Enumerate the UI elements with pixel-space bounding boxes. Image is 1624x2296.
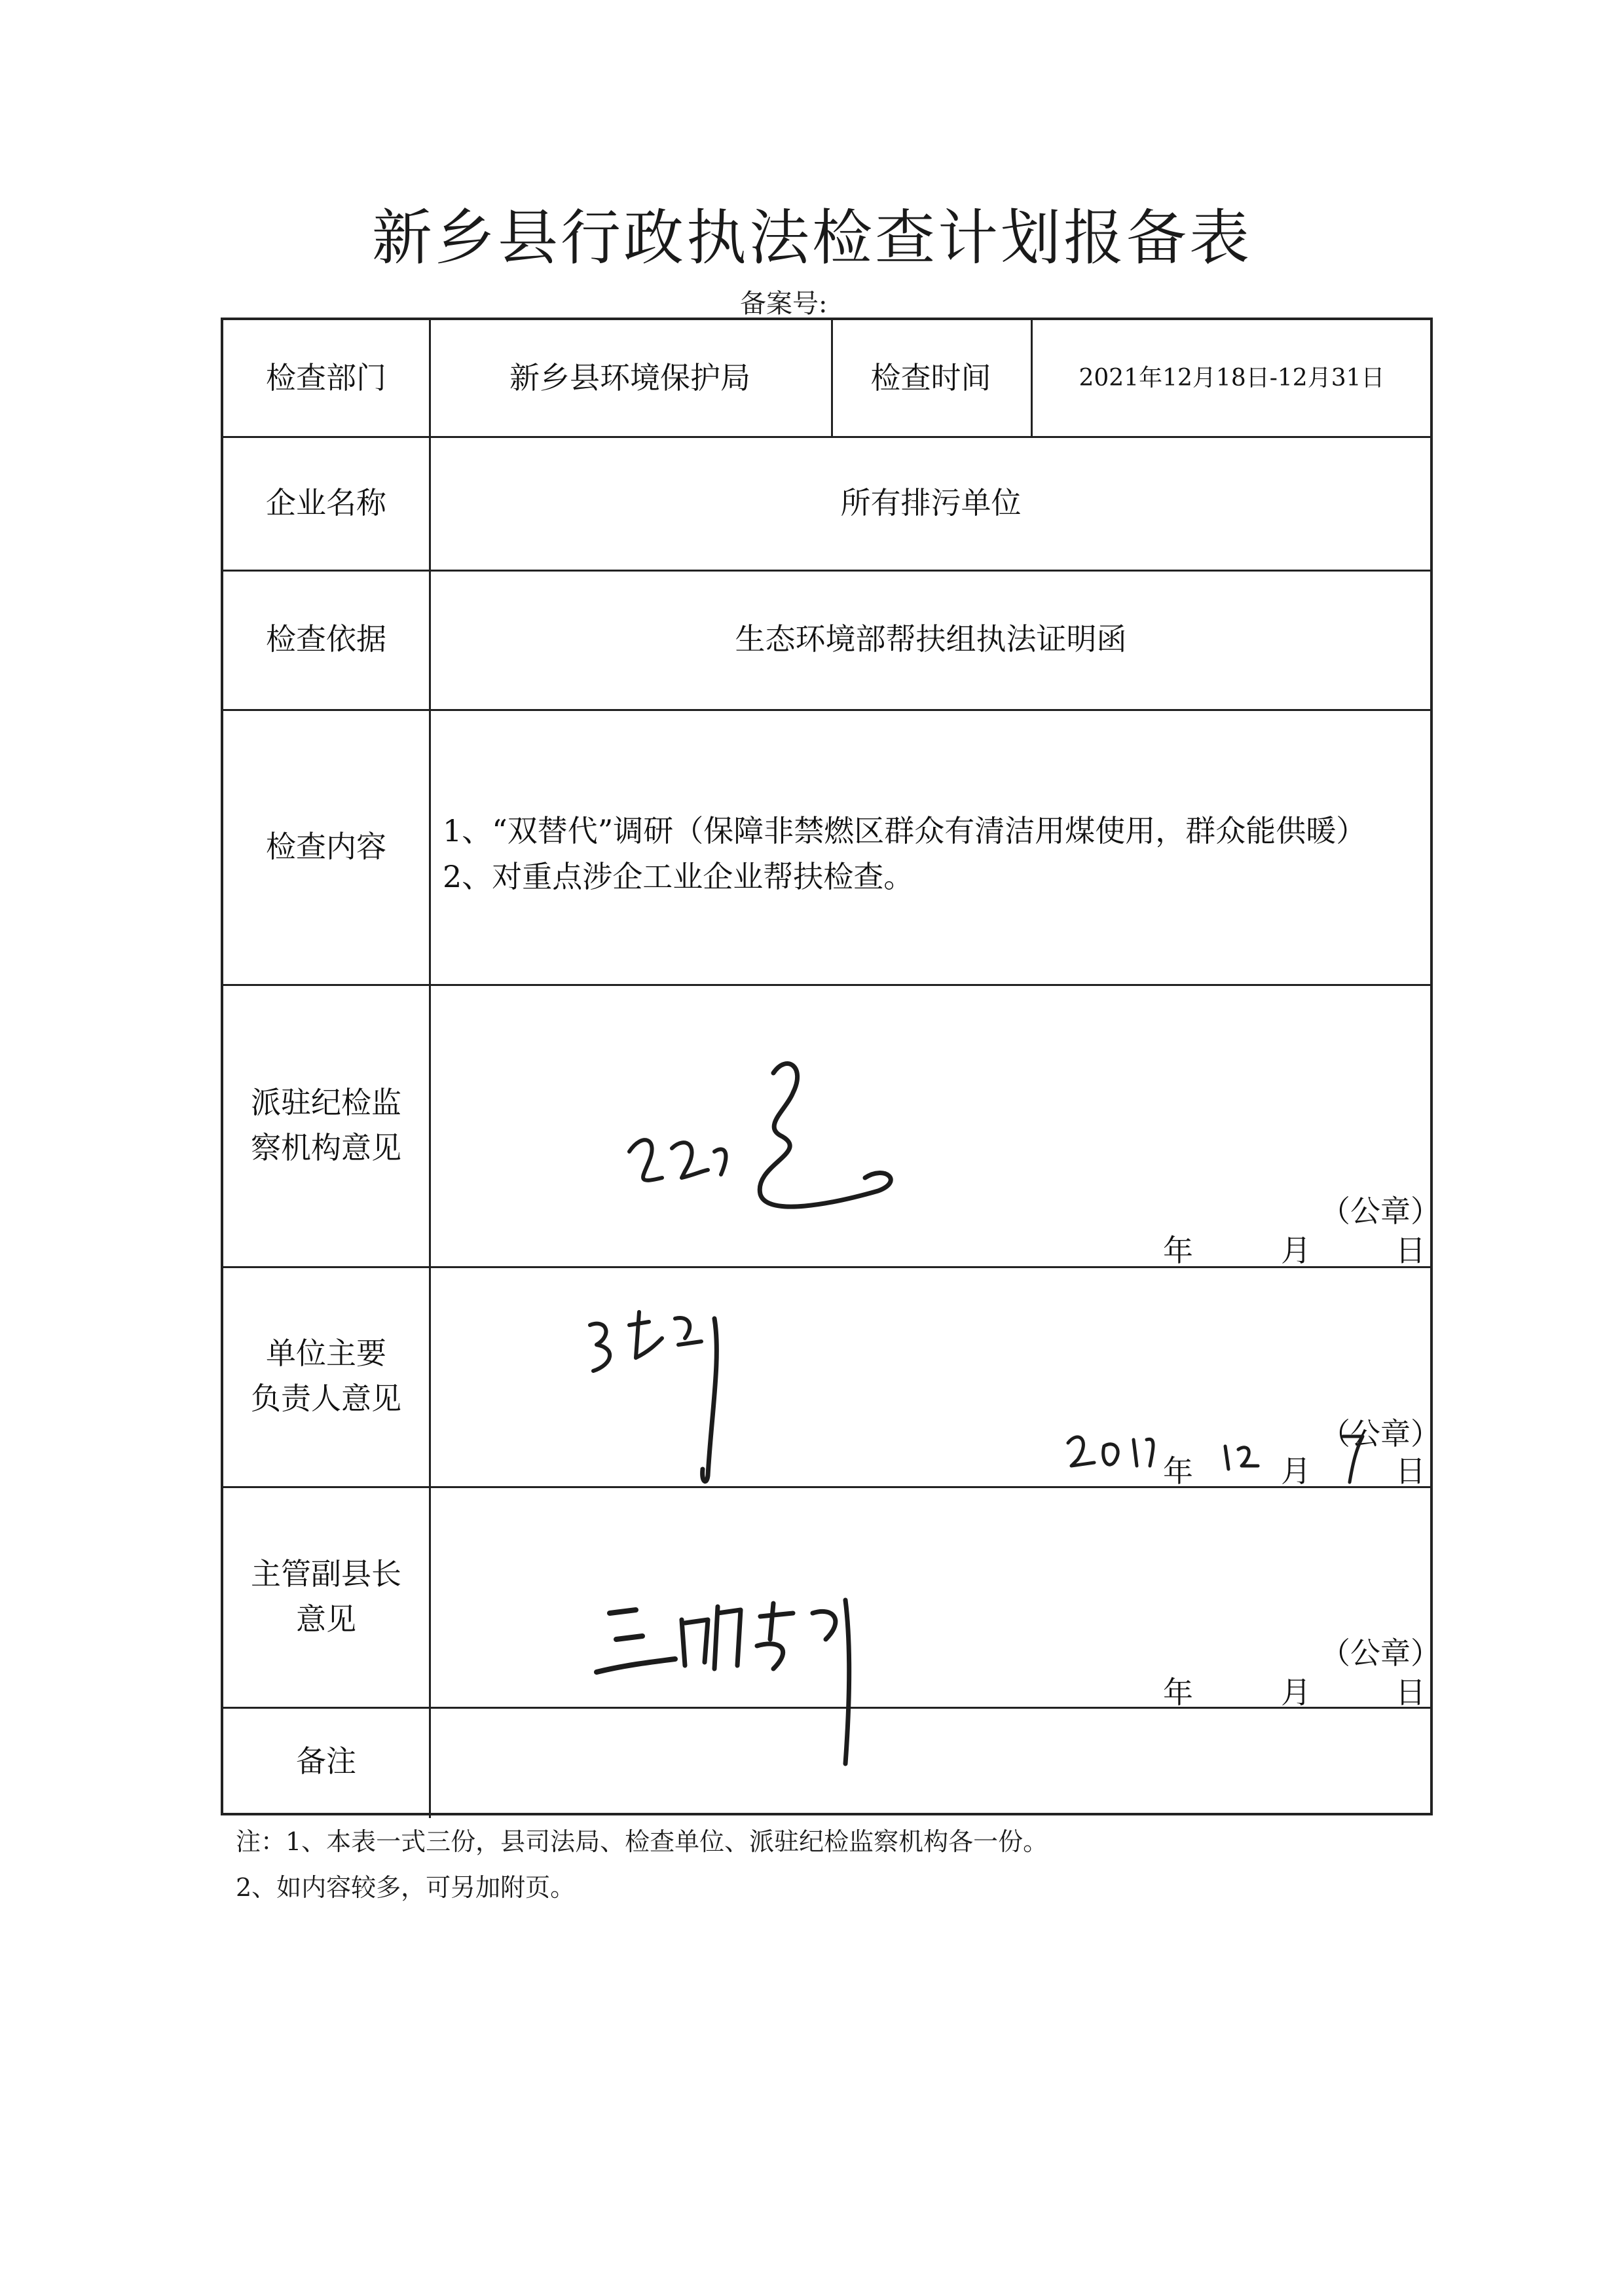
date-month: 月 [1281,1453,1311,1489]
leader-label-line-2: 负责人意见 [251,1381,401,1416]
county-label-line-2: 意见 [296,1601,356,1637]
company-label: 企业名称 [266,484,386,520]
footnotes [236,1819,1480,1910]
seal-placeholder: （公章） [1320,1635,1441,1671]
basis-value: 生态环境部帮扶组执法证明函 [735,621,1127,657]
date-day: 日 [1395,1453,1426,1489]
date-month: 月 [1281,1675,1311,1710]
discipline-label-line-2: 察机构意见 [251,1129,401,1165]
plan-form-table [221,318,1441,1815]
document-title: 新乡县行政执法检查计划报备表 [371,203,1252,273]
company-value: 所有排污单位 [840,484,1022,520]
date-day: 日 [1395,1233,1426,1268]
date-year: 年 [1163,1233,1193,1268]
time-value: 2021年12月18日-12月31日 [1079,364,1385,392]
handwritten-date-leader [1061,1410,1415,1489]
handwritten-signature-leader [577,1299,773,1495]
leader-opinion-label [223,1266,429,1486]
footnote-line: 注：1、本表一式三份，县司法局、检查单位、派驻纪检监察机构各一份。 [236,1827,1048,1856]
content-label: 检查内容 [266,828,386,864]
content-list [443,808,1425,900]
time-label: 检查时间 [870,360,991,395]
footnote-line: 2、如内容较多，可另加附页。 [236,1873,576,1902]
record-number-label: 备案号: [740,289,828,319]
remark-label: 备注 [296,1743,356,1779]
content-item: 1、“双替代”调研（保障非禁燃区群众有清洁用煤使用，群众能供暖） [443,813,1367,848]
date-month: 月 [1281,1233,1311,1268]
content-item: 2、对重点涉企工业企业帮扶检查。 [443,859,914,894]
handwritten-signature-county [583,1587,924,1770]
county-label-line-1: 主管副县长 [251,1556,401,1592]
dept-label: 检查部门 [266,360,386,395]
date-year: 年 [1163,1675,1193,1710]
county-opinion-label [223,1486,429,1707]
leader-label-line-1: 单位主要 [266,1336,386,1371]
date-day: 日 [1395,1675,1426,1710]
dept-value: 新乡县环境保护局 [509,360,750,395]
seal-placeholder: （公章） [1320,1416,1441,1451]
handwritten-signature-discipline [623,1047,963,1243]
basis-label: 检查依据 [266,621,386,657]
discipline-label-line-1: 派驻纪检监 [251,1084,401,1120]
seal-placeholder: （公章） [1320,1194,1441,1229]
discipline-opinion-label [223,984,429,1266]
date-year: 年 [1163,1453,1193,1489]
